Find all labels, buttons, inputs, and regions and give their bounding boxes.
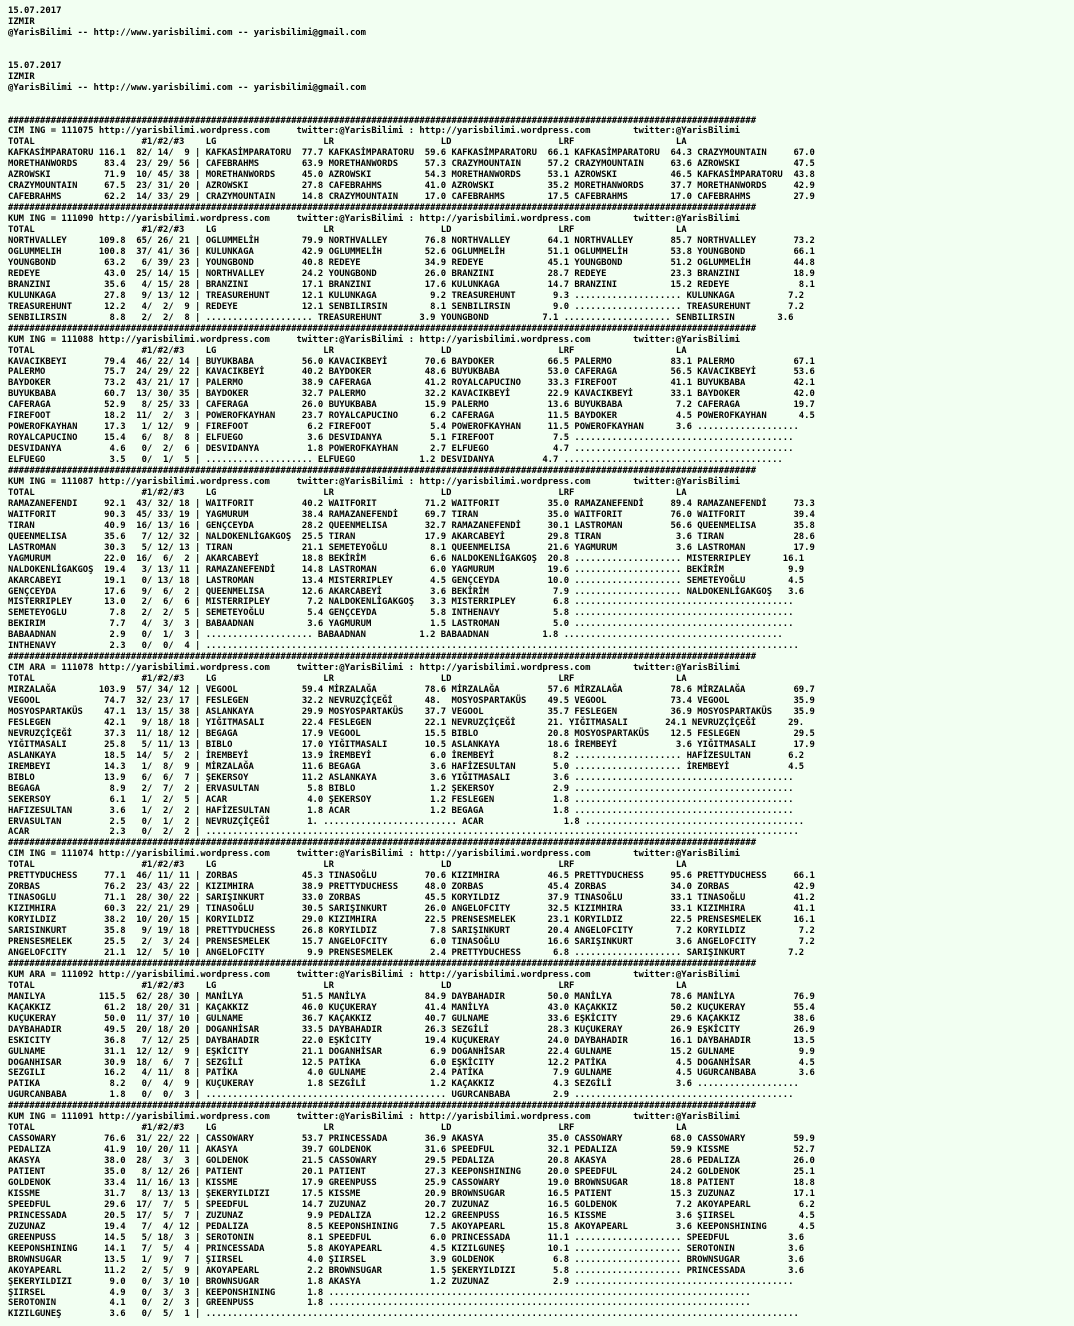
text-line: CRAZYMOUNTAIN 67.5 23/ 31/ 20 | AZROWSKI 27.8 CAFEBRAHMS 41.0 AZROWSKI 35.2 MORETHANWORDS 37.7 MORETHANWORDS 42.9 [8,181,815,192]
text-line: KORYILDIZ 38.2 10/ 20/ 15 | KORYILDIZ 29.0 KIZIMHIRA 22.5 PRENSESMELEK 23.1 KORYILDIZ 22.5 PRENSESMELEK 16.1 [8,915,815,926]
text-line: 15.07.2017 [8,6,62,16]
text-line: INTHENAVY 2.3 0/ 0/ 4 | ............................................................................................................... [8,641,799,652]
text-line: DAYBAHADIR 49.5 20/ 18/ 20 | DOGANHİSAR 33.5 DAYBAHADIR 26.3 SEZGİLİ 28.3 KUÇUKERAY 26.9 EŞKİCITY 26.9 [8,1024,815,1035]
text-line: TOTAL #1/#2/#3 LG LR LD LRF LA [8,345,687,356]
text-line: PRETTYDUCHESS 77.1 46/ 11/ 11 | ZORBAS 45.3 TINASOĞLU 70.6 KIZIMHIRA 46.5 PRETTYDUCHESS 95.6 PRETTYDUCHESS 66.1 [8,871,815,882]
text-line: PALERMO 75.7 24/ 29/ 22 | KAVACIKBEYİ 40.2 BAYDOKER 48.6 BUYUKBABA 53.0 CAFERAGA 56.5 KAVACIKBEYİ 53.6 [8,367,815,378]
text-line: KUM ING = 111090 http://yarisbilimi.wordpress.com twitter:@YarisBilimi : http://yarisbilimi.wordpress.com twitter:@YarisBilimi [8,214,741,225]
text-line: LASTROMAN 30.3 5/ 12/ 13 | TIRAN 21.1 SEMETEYOĞLU 8.1 QUEENMELISA 21.6 YAGMURUM 3.6 LASTROMAN 17.9 [8,542,815,553]
text-line: PRINCESSADA 20.5 17/ 5/ 7 | ZUZUNAZ 9.9 PEDALIZA 12.2 GREENPUSS 16.5 KISSME 3.6 ŞIIRSEL 4.5 [8,1210,815,1221]
text-line: SEROTONIN 4.1 0/ 2/ 3 | GREENPUSS 1.8 ............................................................................... [8,1298,751,1309]
text-line: POWEROFKAYHAN 17.3 1/ 12/ 9 | FIREFOOT 6.2 FIREFOOT 5.4 POWEROFKAYHAN 11.5 POWEROFKAYHAN 3.6 ................... [8,422,799,433]
text-line: UGURCANBABA 1.8 0/ 0/ 3 | ............................................. UGURCANBABA 2.9 ......................................... [8,1090,794,1101]
text-line: DOGANHISAR 30.9 18/ 6/ 7 | SEZGİLİ 12.5 PATİKA 6.0 EŞKİCITY 12.2 PATİKA 4.5 DOGANHİSAR 4.5 [8,1057,815,1068]
text-line: KAVACIKBEYI 79.4 46/ 22/ 14 | BUYUKBABA 56.0 KAVACIKBEYİ 70.6 BAYDOKER 66.5 PALERMO 83.1 PALERMO 67.1 [8,356,815,367]
text-line: SARISINKURT 35.8 9/ 19/ 18 | PRETTYDUCHESS 26.8 KORYILDIZ 7.8 SARIŞINKURT 20.4 ANGELOFCITY 7.2 KORYILDIZ 7.2 [8,926,815,937]
text-line: TOTAL #1/#2/#3 LG LR LD LRF LA [8,674,687,685]
text-line: VEGOOL 74.7 32/ 23/ 17 | FESLEGEN 32.2 NEVRUZÇİÇEĞİ 48. MOSYOSPARTAKÜS 49.5 VEGOOL 73.4 VEGOOL 35.9 [8,696,815,707]
text-line: @YarisBilimi -- http://www.yarisbilimi.com -- yarisbilimi@gmail.com [8,27,366,38]
text-line: GULNAME 31.1 12/ 12/ 9 | EŞKİCITY 21.1 DOGANHİSAR 6.9 DOGANHİSAR 22.4 GULNAME 15.2 GULNAME 9.9 [8,1046,815,1057]
text-line: ACAR 2.3 0/ 2/ 2 | ............................................................................................................... [8,827,799,838]
text-line: KUM ING = 111087 http://yarisbilimi.wordpress.com twitter:@YarisBilimi : http://yarisbilimi.wordpress.com twitter:@YarisBilimi [8,476,741,487]
text-line: YAGMURUM 22.0 16/ 6/ 2 | AKARCABEYİ 18.8 BEKİRİM 6.6 NALDOKENLİGAKGOŞ 20.8 .................... MISTERRIPLEY 16.1 [8,553,805,564]
text-line: CIM ING = 111075 http://yarisbilimi.wordpress.com twitter:@YarisBilimi : http://yarisbilimi.wordpress.com twitter:@YarisBilimi [8,126,741,137]
text-line: MIRZALAĞA 103.9 57/ 34/ 12 | VEGOOL 59.4 MİRZALAĞA 78.6 MİRZALAĞA 57.6 MİRZALAĞA 78.6 MİRZALAĞA 69.7 [8,685,815,696]
text-line: PRENSESMELEK 25.5 2/ 3/ 24 | PRENSESMELEK 15.7 ANGELOFCITY 6.0 TINASOĞLU 16.6 SARIŞINKURT 3.6 ANGELOFCITY 7.2 [8,937,815,948]
text-line: NALDOKENLİGAKGOŞ 19.4 3/ 13/ 11 | RAMAZANEFENDİ 14.8 LASTROMAN 6.0 YAGMURUM 19.6 .................... BEKİRİM 9.9 [8,564,805,575]
text-line: REDEYE 43.0 25/ 14/ 15 | NORTHVALLEY 24.2 YOUNGBOND 26.0 BRANZINI 28.7 REDEYE 23.3 BRANZINI 18.9 [8,268,815,279]
text-line: GOLDENOK 33.4 11/ 16/ 13 | KISSME 17.9 GREENPUSS 25.9 CASSOWARY 19.0 BROWNSUGAR 18.8 PATIENT 18.8 [8,1177,815,1188]
text-line: TIRAN 40.9 16/ 13/ 16 | GENÇCEYDA 28.2 QUEENMELISA 32.7 RAMAZANEFENDİ 30.1 LASTROMAN 56.6 QUEENMELISA 35.8 [8,520,815,531]
section-divider: ############################################################################################################################################ [8,1101,757,1112]
text-line: TINASOGLU 71.1 28/ 30/ 22 | SARIŞINKURT 33.0 ZORBAS 45.5 KORYILDIZ 37.9 TINASOĞLU 33.1 TINASOĞLU 41.2 [8,893,815,904]
text-line: AKOYAPEARL 11.2 2/ 5/ 9 | AKOYAPEARL 2.2 BROWNSUGAR 1.5 ŞEKERYILDIZI 5.8 .................... PRINCESSADA 3.6 [8,1265,805,1276]
text-line: SENBILIRSIN 8.8 2/ 2/ 8 | .................... TREASUREHUNT 3.9 YOUNGBOND 7.1 .................... SENBILIRSIN 3.6 [8,312,794,323]
text-line: BUYUKBABA 60.7 13/ 30/ 35 | BAYDOKER 32.7 PALERMO 32.2 KAVACIKBEYİ 22.9 KAVACIKBEYİ 33.1 BAYDOKER 42.0 [8,389,815,400]
text-line: ZORBAS 76.2 23/ 43/ 22 | KIZIMHIRA 38.9 PRETTYDUCHESS 48.0 ZORBAS 45.4 ZORBAS 34.0 ZORBAS 42.9 [8,882,815,893]
section-divider: ############################################################################################################################################ [8,203,757,214]
text-line: AKASYA 38.0 28/ 3/ 3 | GOLDENOK 21.5 CASSOWARY 29.5 PEDALIZA 20.8 AKASYA 28.6 PEDALIZA 26.0 [8,1156,815,1167]
text-line: KULUNKAGA 27.8 9/ 13/ 12 | TREASUREHUNT 12.1 KULUNKAGA 9.2 TREASUREHUNT 9.3 .................... KULUNKAGA 7.2 [8,290,805,301]
section-divider: ############################################################################################################################################ [8,838,757,849]
text-line: NEVRUZÇİÇEĞİ 37.3 11/ 18/ 12 | BEGAGA 17.9 VEGOOL 15.5 BIBLO 20.8 MOSYOSPARTAKÜS 12.5 FESLEGEN 29.5 [8,728,815,739]
text-line: GENÇCEYDA 17.6 9/ 6/ 2 | QUEENMELISA 12.6 AKARCABEYİ 3.6 BEKİRİM 7.9 .................... NALDOKENLİGAKGOŞ 3.6 [8,586,805,597]
text-line: GREENPUSS 14.5 5/ 18/ 3 | SEROTONIN 8.1 SPEEDFUL 6.0 PRINCESSADA 11.1 .................... SPEEDFUL 3.6 [8,1232,805,1243]
text-line: PATIENT 35.0 8/ 12/ 26 | PATIENT 20.1 PATIENT 27.3 KEEPONSHINING 20.0 SPEEDFUL 24.2 GOLDENOK 25.1 [8,1167,815,1178]
text-line: IREMBEYI 14.3 1/ 8/ 9 | MİRZALAĞA 11.6 BEGAGA 3.6 HAFİZESULTAN 5.0 .................... İREMBEYİ 4.5 [8,761,805,772]
section-divider: ############################################################################################################################################ [8,115,757,126]
text-line: PEDALIZA 41.9 10/ 20/ 11 | AKASYA 39.7 GOLDENOK 31.6 SPEEDFUL 32.1 PEDALIZA 59.9 KISSME 52.7 [8,1145,815,1156]
text-line: FESLEGEN 42.1 9/ 18/ 18 | YIĞITMASALI 22.4 FESLEGEN 22.1 NEVRUZÇİÇEĞİ 21. YIĞITMASALI 24.1 NEVRUZÇİÇEĞİ 29. [8,717,805,728]
text-line: SEMETEYOGLU 7.8 2/ 2/ 5 | SEMETEYOĞLU 5.4 GENÇCEYDA 5.8 INTHENAVY 5.8 ......................................... [8,608,794,619]
text-line: ŞEKERYILDIZI 9.0 0/ 3/ 10 | BROWNSUGAR 1.8 AKASYA 1.2 ZUZUNAZ 2.9 ......................................... [8,1276,794,1287]
text-line: DESVIDANYA 4.6 0/ 2/ 6 | DESVIDANYA 1.8 POWEROFKAYHAN 2.7 ELFUEGO 4.7 ......................................... [8,444,794,455]
text-line: ANGELOFCITY 21.1 12/ 5/ 10 | ANGELOFCITY 9.9 PRENSESMELEK 2.4 PRETTYDUCHESS 6.8 .................... SARIŞINKURT 7.2 [8,947,805,958]
text-line: MORETHANWORDS 83.4 23/ 29/ 56 | CAFEBRAHMS 63.9 MORETHANWORDS 57.3 CRAZYMOUNTAIN 57.2 CRAZYMOUNTAIN 63.6 AZROWSKI 47.5 [8,159,815,170]
text-line: 15.07.2017 [8,60,62,71]
text-line: YIĞITMASALI 25.8 5/ 11/ 13 | BIBLO 17.0 YIĞITMASALI 10.5 ASLANKAYA 18.6 İREMBEYİ 3.6 YIĞITMASALI 17.9 [8,739,815,750]
text-line: YOUNGBOND 63.2 6/ 39/ 23 | YOUNGBOND 40.8 REDEYE 34.9 REDEYE 45.1 YOUNGBOND 51.2 OGLUMMELİH 44.8 [8,257,815,268]
text-line: KUM ING = 111088 http://yarisbilimi.wordpress.com twitter:@YarisBilimi : http://yarisbilimi.wordpress.com twitter:@YarisBilimi [8,334,741,345]
text-line: BROWNSUGAR 13.5 1/ 9/ 7 | ŞIIRSEL 4.0 ŞIIRSEL 3.9 GOLDENOK 6.8 .................... BROWNSUGAR 3.6 [8,1254,805,1265]
text-line: AZROWSKI 71.9 10/ 45/ 38 | MORETHANWORDS 45.0 AZROWSKI 54.3 MORETHANWORDS 53.1 AZROWSKI 46.5 KAFKASİMPARATORU 43.8 [8,170,815,181]
text-line: ERVASULTAN 2.5 0/ 1/ 2 | NEVRUZÇİÇEĞİ 1. ......................... ACAR 1.8 ......................................... [8,816,805,827]
text-line: CASSOWARY 76.6 31/ 22/ 22 | CASSOWARY 53.7 PRINCESSADA 36.9 AKASYA 35.0 CASSOWARY 68.0 CASSOWARY 59.9 [8,1134,815,1145]
text-line: ESKICITY 36.8 7/ 12/ 25 | DAYBAHADIR 22.0 EŞKİCITY 19.4 KUÇUKERAY 24.0 DAYBAHADIR 16.1 DAYBAHADIR 13.5 [8,1035,815,1046]
text-line: @YarisBilimi -- http://www.yarisbilimi.com -- yarisbilimi@gmail.com [8,82,366,93]
text-line: RAMAZANEFENDI 92.1 43/ 32/ 18 | WAITFORIT 40.2 WAITFORIT 71.2 WAITFORIT 35.0 RAMAZANEFENDİ 89.4 RAMAZANEFENDİ 73.3 [8,498,815,509]
text-line: BEGAGA 8.9 2/ 7/ 2 | ERVASULTAN 5.8 BIBLO 1.2 ŞEKERSOY 2.9 ......................................... [8,783,794,794]
text-line: TOTAL #1/#2/#3 LG LR LD LRF LA [8,980,687,991]
text-line: TOTAL #1/#2/#3 LG LR LD LRF LA [8,860,687,871]
text-line [8,39,1074,50]
text-line: TOTAL #1/#2/#3 LG LR LD LRF LA [8,487,687,498]
text-line: IZMIR [8,71,35,82]
text-line [8,94,1074,105]
text-line: CAFEBRAHMS 62.2 14/ 33/ 29 | CRAZYMOUNTAIN 14.8 CRAZYMOUNTAIN 17.0 CAFEBRAHMS 17.5 CAFEBRAHMS 17.0 CAFEBRAHMS 27.9 [8,192,815,203]
text-line: TREASUREHUNT 12.2 4/ 2/ 9 | REDEYE 12.1 SENBILIRSIN 8.1 SENBILIRSIN 9.0 .................... TREASUREHUNT 7.2 [8,301,805,312]
text-line: BIBLO 13.9 6/ 6/ 7 | ŞEKERSOY 11.2 ASLANKAYA 3.6 YIĞITMASALI 3.6 ......................................... [8,772,794,783]
text-line [8,105,1074,116]
text-line: ŞIIRSEL 4.9 0/ 3/ 3 | KEEPONSHINING 1.8 ............................................................................... [8,1287,751,1298]
text-line: PATIKA 8.2 0/ 4/ 9 | KUÇUKERAY 1.8 SEZGİLİ 1.2 KAÇAKKIZ 4.3 SEZGİLİ 3.6 ................... [8,1079,799,1090]
text-line: QUEENMELISA 35.6 7/ 12/ 32 | NALDOKENLİGAKGOŞ 25.5 TIRAN 17.9 AKARCABEYİ 29.8 TIRAN 3.6 TIRAN 28.6 [8,531,815,542]
text-line: MOSYOSPARTAKÜS 47.1 13/ 15/ 38 | ASLANKAYA 29.9 MOSYOSPARTAKÜS 37.7 VEGOOL 35.7 FESLEGEN 36.9 MOSYOSPARTAKÜS 35.9 [8,707,815,717]
text-line: ZUZUNAZ 19.4 7/ 4/ 12 | PEDALIZA 8.5 KEEPONSHINING 7.5 AKOYAPEARL 15.8 AKOYAPEARL 3.6 KEEPONSHINING 4.5 [8,1221,815,1232]
text-line: KUM ARA = 111092 http://yarisbilimi.wordpress.com twitter:@YarisBilimi : http://yarisbilimi.wordpress.com twitter:@YarisBilimi [8,969,741,980]
text-line: WAITFORIT 90.3 45/ 33/ 19 | YAGMURUM 38.4 RAMAZANEFENDİ 69.7 TIRAN 35.0 WAITFORIT 76.0 WAITFORIT 39.4 [8,509,815,520]
text-line: MANILYA 115.5 62/ 28/ 30 | MANİLYA 51.5 MANİLYA 84.9 DAYBAHADIR 50.0 MANİLYA 78.6 MANİLYA 76.9 [8,991,815,1002]
text-line: TOTAL #1/#2/#3 LG LR LD LRF LA [8,137,687,148]
section-divider: ############################################################################################################################################ [8,323,757,334]
text-line: SEZGILI 16.2 4/ 11/ 8 | PATİKA 4.0 GULNAME 2.4 PATİKA 7.9 GULNAME 4.5 UGURCANBABA 3.6 [8,1068,815,1079]
text-line: ELFUEGO 3.5 0/ 1/ 5 | .................... ELFUEGO 1.2 DESVIDANYA 4.7 ......................................... [8,455,783,466]
text-line: IZMIR [8,16,35,27]
text-line: CIM ING = 111074 http://yarisbilimi.wordpress.com twitter:@YarisBilimi : http://yarisbilimi.wordpress.com twitter:@YarisBilimi [8,849,741,860]
text-line: KAFKASİMPARATORU 116.1 82/ 14/ 9 | KAFKASİMPARATORU 77.7 KAFKASİMPARATORU 59.6 KAFKASİMPARATORU 66.1 KAFKASİMPARATORU 64.3 CRAZYMOUNTAIN 67.0 [8,148,815,159]
text-line: KIZILGUNEŞ 3.6 0/ 5/ 1 | ............................................................................................................... [8,1309,799,1320]
text-line: BAYDOKER 73.2 43/ 21/ 17 | PALERMO 38.9 CAFERAGA 41.2 ROYALCAPUCINO 33.3 FIREFOOT 41.1 BUYUKBABA 42.1 [8,378,815,389]
section-divider: ############################################################################################################################################ [8,466,757,477]
text-line: TOTAL #1/#2/#3 LG LR LD LRF LA [8,225,687,236]
text-line: MISTERRIPLEY 13.0 2/ 6/ 6 | MISTERRIPLEY 7.2 NALDOKENLİGAKGOŞ 3.3 MISTERRIPLEY 6.8 ......................................... [8,597,794,608]
text-line: CAFERAGA 52.9 8/ 25/ 33 | CAFERAGA 26.0 BUYUKBABA 15.9 PALERMO 13.6 BUYUKBABA 7.2 CAFERAGA 19.7 [8,400,815,411]
text-line: HAFIZESULTAN 3.6 1/ 2/ 2 | HAFİZESULTAN 1.8 ACAR 1.2 BEGAGA 1.8 ......................................... [8,805,794,816]
section-divider: ############################################################################################################################################ [8,958,757,969]
text-line: NORTHVALLEY 109.8 65/ 26/ 21 | OGLUMMELİH 79.9 NORTHVALLEY 76.8 NORTHVALLEY 64.1 NORTHVALLEY 85.7 NORTHVALLEY 73.2 [8,236,815,247]
text-line: KAÇAKKIZ 61.2 18/ 20/ 31 | KAÇAKKIZ 46.0 KUÇUKERAY 41.4 MANİLYA 43.0 KAÇAKKIZ 50.2 KUÇUKERAY 55.4 [8,1002,815,1013]
text-line: SPEEDFUL 29.6 17/ 7/ 5 | SPEEDFUL 14.7 ZUZUNAZ 20.7 ZUZUNAZ 16.5 GOLDENOK 7.2 AKOYAPEARL 6.2 [8,1199,815,1210]
text-line: KIZIMHIRA 60.3 22/ 21/ 29 | TINASOĞLU 30.5 SARIŞINKURT 26.0 ANGELOFCITY 32.5 KIZIMHIRA 33.1 KIZIMHIRA 41.1 [8,904,815,915]
text-line: BRANZINI 35.6 4/ 15/ 28 | BRANZINI 17.1 BRANZINI 17.6 KULUNKAGA 14.7 BRANZINI 15.2 REDEYE 8.1 [8,279,815,290]
text-line: AKARCABEYI 19.1 0/ 13/ 18 | LASTROMAN 13.4 MISTERRIPLEY 4.5 GENÇCEYDA 10.0 .................... SEMETEYOĞLU 4.5 [8,575,805,586]
text-line: ASLANKAYA 18.5 14/ 5/ 2 | İREMBEYİ 13.9 İREMBEYİ 6.0 İREMBEYİ 8.2 .................... HAFİZESULTAN 6.2 [8,750,805,761]
text-line: KISSME 31.7 8/ 13/ 13 | ŞEKERYILDIZI 17.5 KISSME 20.9 BROWNSUGAR 16.5 PATIENT 15.3 ZUZUNAZ 17.1 [8,1188,815,1199]
text-line: ROYALCAPUCINO 15.4 6/ 8/ 8 | ELFUEGO 3.6 DESVIDANYA 5.1 FIREFOOT 7.5 ......................................... [8,433,794,444]
text-line: BABAADNAN 2.9 0/ 1/ 3 | .................... BABAADNAN 1.2 BABAADNAN 1.8 ......................................... [8,630,783,641]
text-line: BEKIRIM 7.7 4/ 3/ 3 | BABAADNAN 3.6 YAGMURUM 1.5 LASTROMAN 5.0 ......................................... [8,619,794,630]
text-line: CIM ARA = 111078 http://yarisbilimi.wordpress.com twitter:@YarisBilimi : http://yarisbilimi.wordpress.com twitter:@YarisBilimi [8,663,741,674]
text-line: SEKERSOY 6.1 1/ 2/ 5 | ACAR 4.0 ŞEKERSOY 1.2 FESLEGEN 1.8 ......................................... [8,794,794,805]
text-line: OGLUMMELIH 100.8 37/ 41/ 36 | KULUNKAGA 42.9 OGLUMMELİH 52.6 OGLUMMELİH 51.1 OGLUMMELİH 53.8 YOUNGBOND 66.1 [8,246,815,257]
text-line: FIREFOOT 18.2 11/ 2/ 3 | POWEROFKAYHAN 23.7 ROYALCAPUCINO 6.2 CAFERAGA 11.5 BAYDOKER 4.5 POWEROFKAYHAN 4.5 [8,411,815,422]
text-line: KUÇUKERAY 50.0 11/ 37/ 10 | GULNAME 36.7 KAÇAKKIZ 40.7 GULNAME 33.6 EŞKİCITY 29.6 KAÇAKKIZ 38.6 [8,1013,815,1024]
text-line [8,50,1074,61]
text-line: TOTAL #1/#2/#3 LG LR LD LRF LA [8,1123,687,1134]
text-line: KEEPONSHINING 14.1 7/ 5/ 4 | PRINCESSADA 5.8 AKOYAPEARL 4.5 KIZILGUNEŞ 10.1 .................... SEROTONIN 3.6 [8,1243,805,1254]
section-divider: ############################################################################################################################################ [8,652,757,663]
text-line: KUM ING = 111091 http://yarisbilimi.wordpress.com twitter:@YarisBilimi : http://yarisbilimi.wordpress.com twitter:@YarisBilimi [8,1112,741,1123]
